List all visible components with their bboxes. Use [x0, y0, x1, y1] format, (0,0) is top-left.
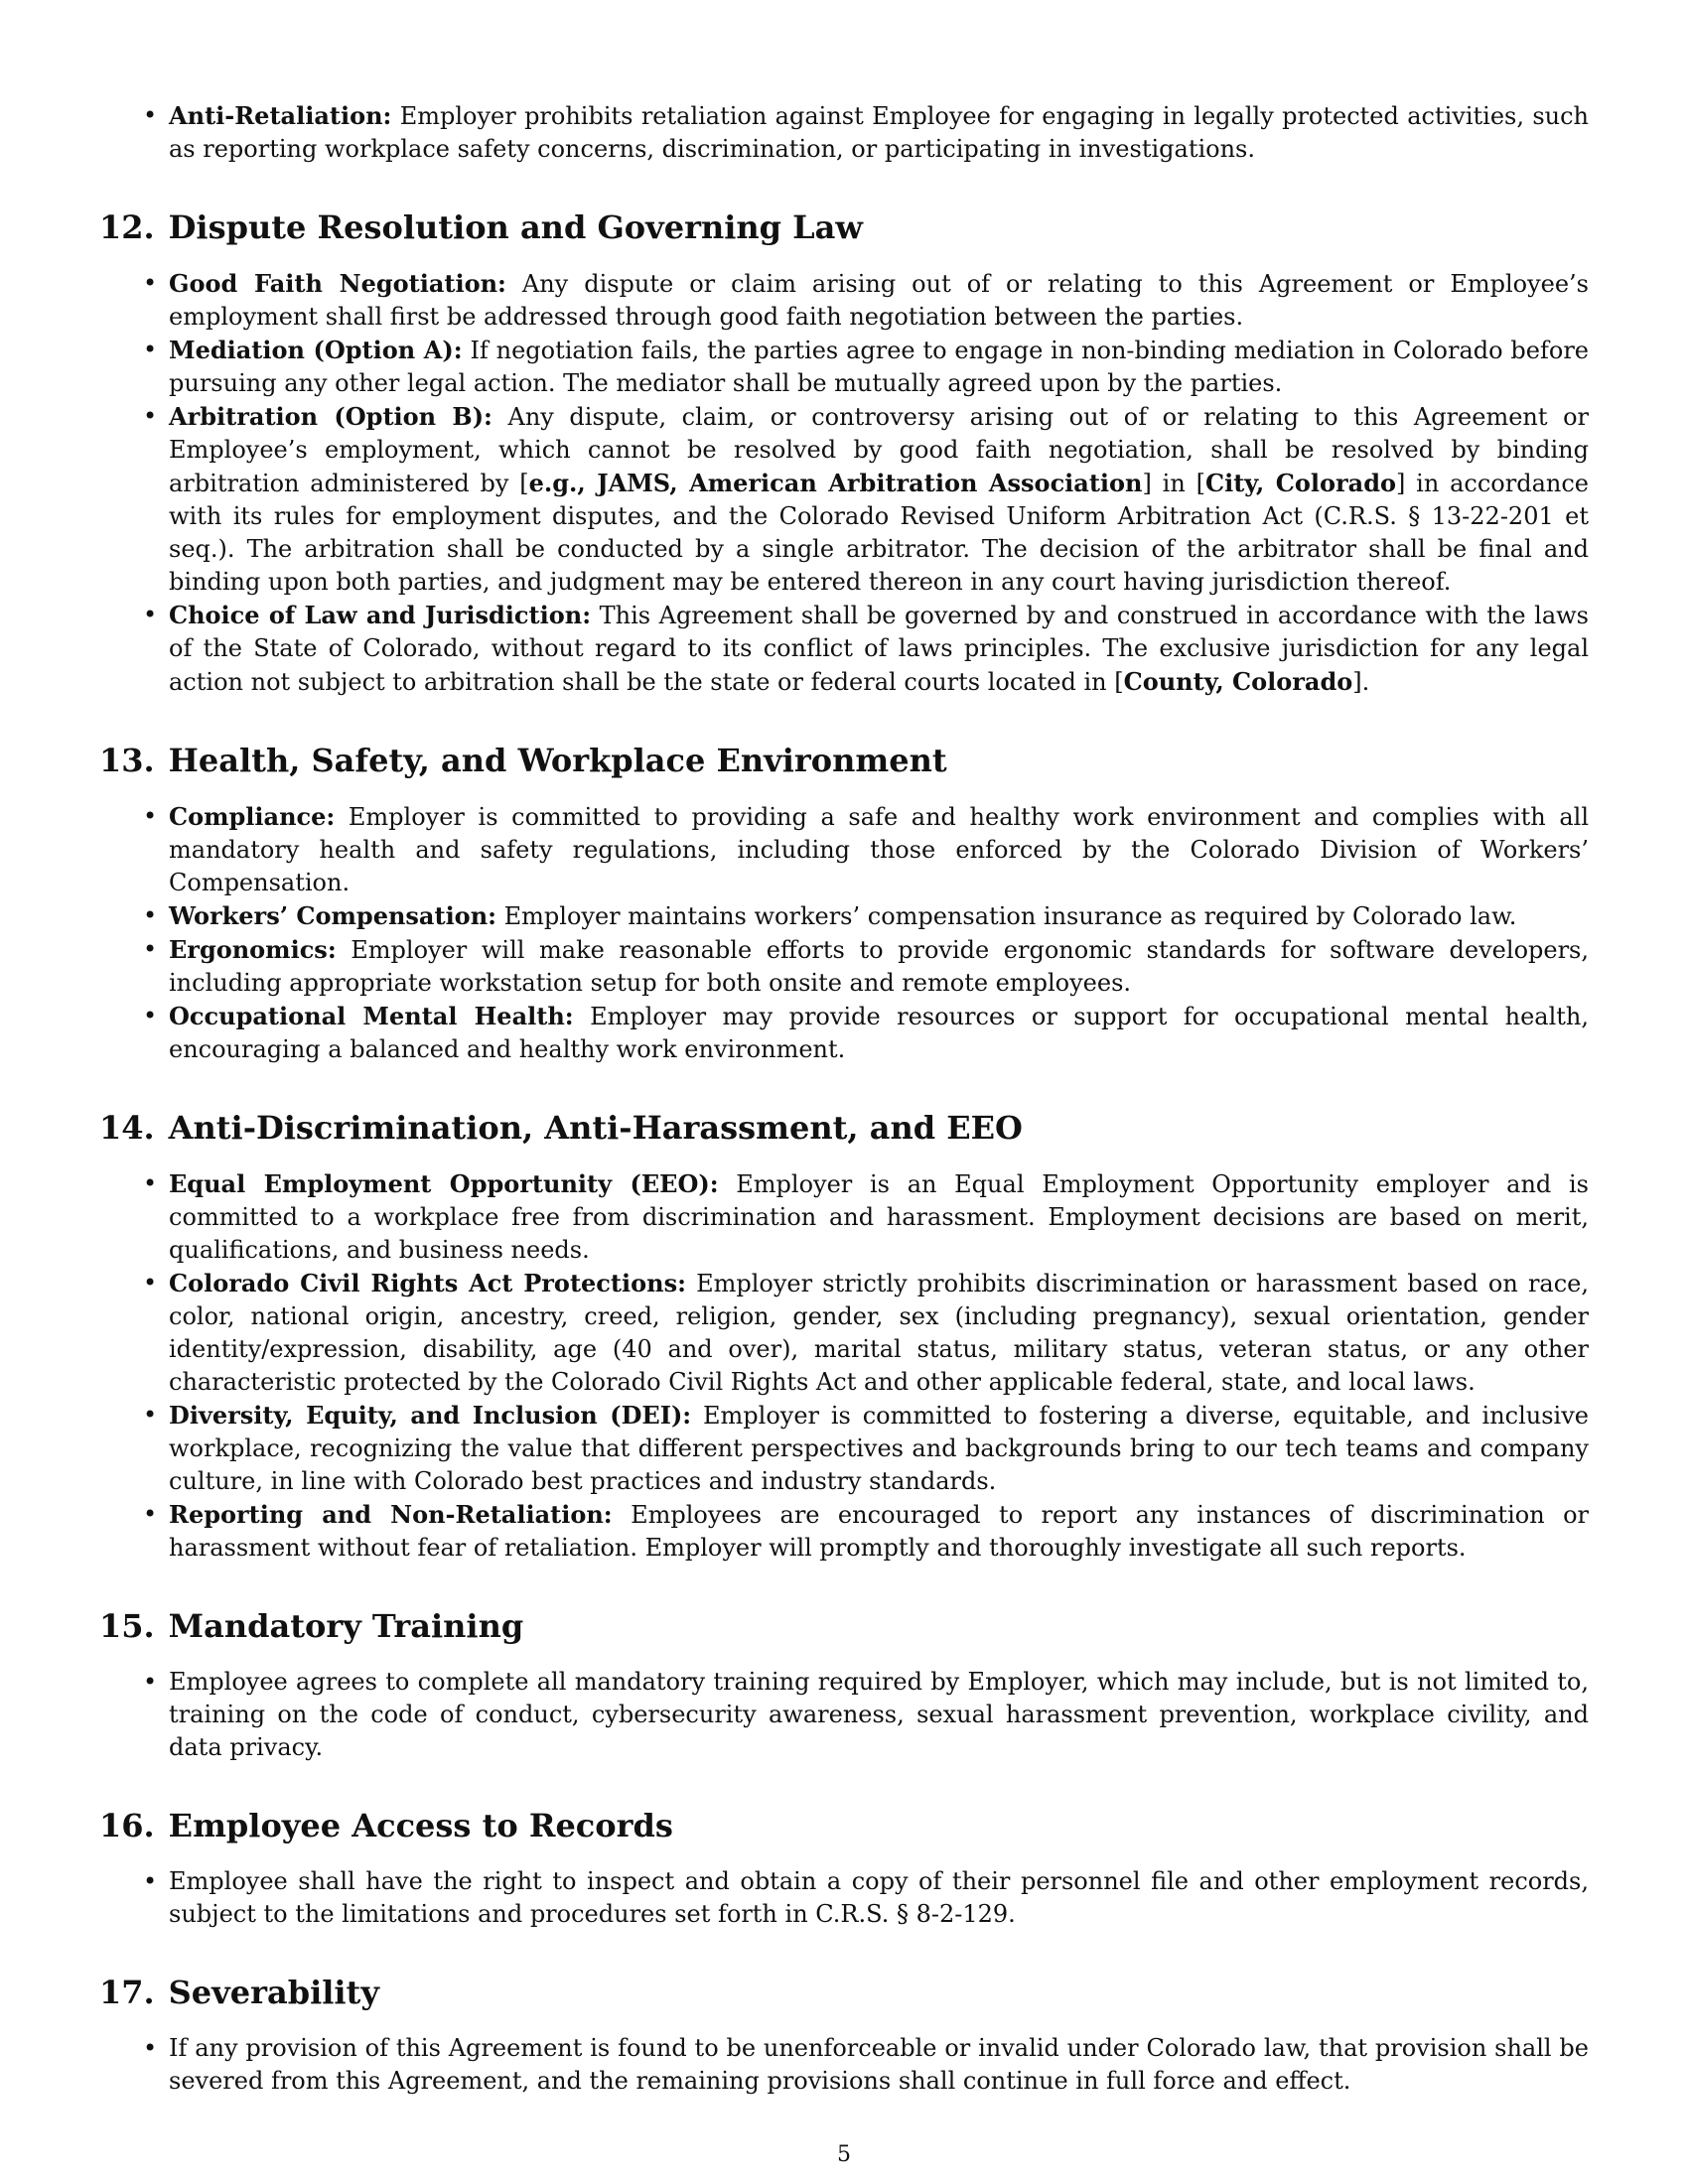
item-term: Arbitration (Option B): — [169, 402, 492, 431]
section-number: 12. — [99, 208, 155, 246]
list-item — [99, 1865, 1589, 1931]
item-text: Employee shall have the right to inspect and obtain a copy of their personnel file and other employment records, subject to the limitations and procedures set forth in C.R.S. § 8-2-129. — [169, 1867, 1589, 1928]
item-text: Employee agrees to complete all mandatory training required by Employer, which may include, but is not limited to, training on the code of conduct, cybersecurity awareness, sexual harassment prevention, workplace civility, and data privacy. — [169, 1668, 1589, 1761]
section-number: 14. — [99, 1109, 155, 1147]
section-heading — [99, 1606, 1589, 1646]
item-term: Good Faith Negotiation: — [169, 269, 506, 298]
section-number: 13. — [99, 742, 155, 779]
bullet-list — [99, 1167, 1589, 1565]
list-item — [99, 1267, 1589, 1399]
list-item — [99, 899, 1589, 933]
section-heading — [99, 1108, 1589, 1148]
item-text: Employer maintains workers’ compensation insurance as required by Colorado law. — [496, 902, 1517, 930]
list-item — [99, 99, 1589, 166]
section-heading — [99, 1806, 1589, 1845]
item-text: If negotiation fails, the parties agree to engage in non-binding mediation in Colorado before pursuing any other legal action. The mediator shall be mutually agreed upon by the parties. — [169, 337, 1589, 397]
bullet-list — [99, 267, 1589, 699]
item-text: Employer prohibits retaliation against Employee for engaging in legally protected activities, such as reporting workplace safety concerns, discrimination, or participating in investigations. — [169, 102, 1589, 163]
item-text: This Agreement shall be governed by and construed in accordance with the laws of the State of Colorado, without regard to its conflict of laws principles. The exclusive jurisdiction for any legal action not subject to arbitration shall be the state or federal courts located in [ — [169, 602, 1589, 696]
list-item — [99, 2032, 1589, 2098]
item-text: Employer is committed to fostering a diverse, equitable, and inclusive workplace, recognizing the value that different perspectives and backgrounds bring to our tech teams and company culture, in line with Colorado best practices and industry standards. — [169, 1402, 1589, 1495]
placeholder-city: City, Colorado — [1204, 469, 1397, 497]
list-item — [99, 800, 1589, 899]
item-term: Equal Employment Opportunity (EEO): — [169, 1169, 719, 1198]
page-number: 5 — [837, 2142, 851, 2167]
bullet-list — [99, 2032, 1589, 2098]
list-item — [99, 1399, 1589, 1498]
section-13 — [99, 741, 1589, 1066]
item-text: Employer will make reasonable efforts to provide ergonomic standards for software developers, including appropriate workstation setup for both onsite and remote employees. — [169, 936, 1589, 997]
section-title: Employee Access to Records — [168, 1807, 673, 1844]
item-text: ] in accordance with its rules for employment disputes, and the Colorado Revised Uniform Arbitration Act (C.R.S. § 13-22-201 et seq.). The arbitration shall be conducted by a single arbitrator. The decision of the arbitrator shall be final and binding upon both parties, and judgment may be entered thereon in any court having jurisdiction thereof. — [169, 470, 1589, 596]
item-text: Employer is an Equal Employment Opportunity employer and is committed to a workplace free from discrimination and harassment. Employment decisions are based on merit, qualifications, and business needs. — [169, 1170, 1589, 1264]
list-item — [99, 1666, 1589, 1764]
section-title: Mandatory Training — [168, 1607, 524, 1645]
section-15 — [99, 1606, 1589, 1764]
item-term: Anti-Retaliation: — [169, 101, 392, 130]
item-term: Colorado Civil Rights Act Protections: — [169, 1269, 686, 1297]
item-term: Compliance: — [169, 802, 336, 831]
section-14 — [99, 1108, 1589, 1565]
section-number: 16. — [99, 1807, 155, 1844]
section-heading — [99, 207, 1589, 247]
placeholder-arbitrator: e.g., JAMS, American Arbitration Association — [528, 469, 1143, 497]
item-text: ]. — [1352, 668, 1370, 696]
list-item — [99, 334, 1589, 400]
section-heading — [99, 1973, 1589, 2012]
bullet-list — [99, 1666, 1589, 1764]
section-title: Severability — [168, 1974, 379, 2011]
item-text: ] in [ — [1142, 470, 1205, 497]
section-17 — [99, 1973, 1589, 2098]
item-term: Occupational Mental Health: — [169, 1002, 574, 1030]
bullet-list — [99, 1865, 1589, 1931]
document-page — [99, 99, 1589, 2098]
item-term: Mediation (Option A): — [169, 336, 463, 364]
section-title: Anti-Discrimination, Anti-Harassment, and EEO — [168, 1109, 1023, 1147]
item-term: Reporting and Non-Retaliation: — [169, 1500, 613, 1529]
list-item — [99, 400, 1589, 599]
list-item — [99, 933, 1589, 1000]
item-text: Employer strictly prohibits discrimination or harassment based on race, color, national origin, ancestry, creed, religion, gender, sex (including pregnancy), sexual orientation, gender identity/expression, disability, age (40 and over), marital status, military status, veteran status, or any other characteristic protected by the Colorado Civil Rights Act and other applicable federal, state, and local laws. — [169, 1270, 1590, 1396]
item-text: Employees are encouraged to report any instances of discrimination or harassment without fear of retaliation. Employer will promptly and thoroughly investigate all such reports. — [169, 1501, 1589, 1562]
section-number: 17. — [99, 1974, 155, 2011]
item-text: Any dispute or claim arising out of or relating to this Agreement or Employee’s employment shall first be addressed through good faith negotiation between the parties. — [169, 270, 1589, 331]
list-item — [99, 1498, 1589, 1565]
item-text: Employer may provide resources or support for occupational mental health, encouraging a balanced and healthy work environment. — [169, 1003, 1590, 1063]
section-12 — [99, 207, 1589, 699]
item-text: Any dispute, claim, or controversy arising out of or relating to this Agreement or Employee’s employment, which cannot be resolved by good faith negotiation, shall be resolved by binding arbitration administered by [ — [169, 403, 1590, 497]
item-term: Choice of Law and Jurisdiction: — [169, 601, 592, 629]
section-16 — [99, 1806, 1589, 1931]
bullet-list — [99, 800, 1589, 1066]
section-number: 15. — [99, 1607, 155, 1645]
item-text: If any provision of this Agreement is found to be unenforceable or invalid under Colorado law, that provision shall be severed from this Agreement, and the remaining provisions shall continue in full force and effect. — [169, 2034, 1589, 2095]
list-item — [99, 1000, 1589, 1066]
placeholder-county: County, Colorado — [1123, 667, 1353, 696]
section-title: Dispute Resolution and Governing Law — [168, 208, 863, 246]
item-term: Diversity, Equity, and Inclusion (DEI): — [169, 1401, 692, 1430]
section-title: Health, Safety, and Workplace Environment — [168, 742, 947, 779]
list-item — [99, 267, 1589, 334]
item-text: Employer is committed to providing a safe and healthy work environment and complies with all mandatory health and safety regulations, including those enforced by the Colorado Division of Workers’ Compensation. — [169, 803, 1589, 896]
section-heading — [99, 741, 1589, 780]
list-item — [99, 1167, 1589, 1267]
list-item — [99, 599, 1589, 699]
bullet-list — [99, 99, 1589, 166]
item-term: Workers’ Compensation: — [169, 901, 496, 930]
item-term: Ergonomics: — [169, 935, 337, 964]
